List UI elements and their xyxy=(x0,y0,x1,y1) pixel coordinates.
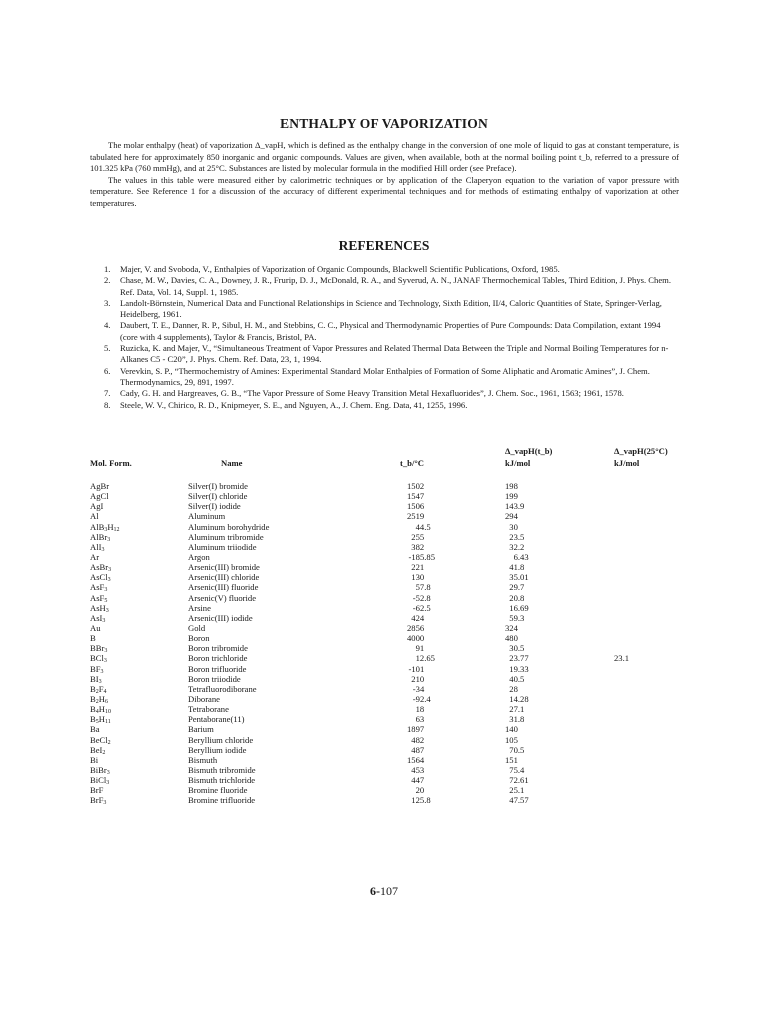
cell-formula: $B_2H_6$ xyxy=(90,693,108,705)
cell-name: Arsenic(III) chloride xyxy=(188,572,260,583)
cell-h-tb: 40.5 xyxy=(509,673,525,684)
reference-number: 3. xyxy=(104,297,111,308)
reference-number: 6. xyxy=(104,365,111,376)
reference-text: Verevkin, S. P., “Thermochemistry of Amines: Experimental Standard Molar Enthalpies of Formation of Some Aliphatic and Aromatic Amines”, J. Chem. Thermodynamics, 29, 891, 1997. xyxy=(120,365,650,387)
cell-tb: 1506 xyxy=(407,501,425,512)
data-table xyxy=(0,481,768,806)
cell-name: Barium xyxy=(188,724,214,735)
cell-h-tb: 28 xyxy=(509,683,518,694)
reference-text: Landolt-Börnstein, Numerical Data and Functional Relationships in Science and Technology, Sixth Edition, II/4, Caloric Quantities of State, Springer-Verlag, Heidelberg, 1961. xyxy=(120,297,662,320)
cell-h-tb: 6.43 xyxy=(513,551,529,562)
table-row xyxy=(0,704,768,714)
references-title: REFERENCES xyxy=(338,238,430,253)
table-row xyxy=(0,745,768,755)
cell-h-tb: 23.5 xyxy=(509,531,525,542)
cell-tb: 2856 xyxy=(407,622,425,633)
table-row xyxy=(0,603,768,613)
cell-h-tb: 35.01 xyxy=(509,572,529,583)
cell-formula: Au xyxy=(90,622,101,633)
reference-text: Steele, W. V., Chirico, R. D., Knipmeyer, S. E., and Nguyen, A., J. Chem. Eng. Data, 41, 1255, 1996. xyxy=(120,399,468,410)
cell-h-tb: 294 xyxy=(505,511,518,522)
table-row xyxy=(0,755,768,765)
cell-formula: AsH$_3$ xyxy=(90,602,109,614)
cell-name: Arsenic(III) iodide xyxy=(188,612,253,623)
table-row xyxy=(0,765,768,775)
cell-name: Boron tribromide xyxy=(188,643,248,654)
table-row xyxy=(0,664,768,674)
cell-h-tb: 20.8 xyxy=(509,592,525,603)
cell-formula: AlBr$_3$ xyxy=(90,531,111,543)
cell-formula: $AlB_3H_{12}$ xyxy=(90,521,120,533)
cell-h-tb: 198 xyxy=(505,481,518,491)
cell-h-tb: 32.2 xyxy=(509,541,525,552)
cell-name: Beryllium iodide xyxy=(188,744,247,755)
cell-h-tb: 41.8 xyxy=(509,562,525,573)
table-row xyxy=(0,653,768,663)
cell-name: Silver(I) iodide xyxy=(188,501,241,512)
cell-formula: BiCl$_3$ xyxy=(90,775,110,787)
reference-number: 4. xyxy=(104,320,111,331)
reference-text: Majer, V. and Svoboda, V., Enthalpies of Vaporization of Organic Compounds, Blackwell Scientific Publications, Oxford, 1985. xyxy=(120,264,560,274)
cell-name: Boron trichloride xyxy=(188,653,248,664)
cell-name: Bismuth trichloride xyxy=(188,775,256,786)
cell-tb: 255 xyxy=(411,531,425,542)
cell-name: Aluminum borohydride xyxy=(188,521,270,532)
cell-h-tb: 31.8 xyxy=(509,714,525,725)
cell-tb: -92.4 xyxy=(412,693,431,704)
table-row xyxy=(0,724,768,734)
cell-formula: AsF$_5$ xyxy=(90,592,108,604)
cell-formula: BrF$_3$ xyxy=(90,795,107,807)
cell-tb: 130 xyxy=(411,572,425,583)
table-row xyxy=(0,623,768,633)
table-row xyxy=(0,735,768,745)
cell-formula: $BF_3$ xyxy=(90,663,104,675)
reference-text: Ruzicka, K. and Majer, V., “Simultaneous Treatment of Vapor Pressures and Related Thermal Data Between the Triple and Normal Boiling Temperatures for n-Alkanes C5 - C20”, J. Phys. Chem. Ref. Data, 23, 1, 1994. xyxy=(120,343,669,365)
cell-name: Silver(I) chloride xyxy=(188,491,248,502)
cell-name: Tetrafluorodiborane xyxy=(188,683,257,694)
cell-formula: $B_2F_4$ xyxy=(90,683,107,695)
table-row xyxy=(0,714,768,724)
cell-formula: AgCl xyxy=(90,491,109,502)
reference-item xyxy=(104,343,679,366)
cell-h-tb: 70.5 xyxy=(509,744,525,755)
header-name: Name xyxy=(221,458,243,468)
cell-formula: AsF$_3$ xyxy=(90,582,108,594)
header-formula: Mol. Form. xyxy=(90,458,132,468)
reference-item xyxy=(104,320,679,343)
cell-formula: $B_5H_{11}$ xyxy=(90,714,111,726)
reference-item xyxy=(104,275,679,298)
cell-name: Aluminum triiodide xyxy=(188,541,257,552)
cell-tb: -62.5 xyxy=(412,602,431,613)
cell-name: Argon xyxy=(188,551,210,562)
table-row xyxy=(0,491,768,501)
table-row xyxy=(0,532,768,542)
intro-text xyxy=(90,140,679,209)
cell-name: Arsenic(III) bromide xyxy=(188,562,260,573)
cell-formula: BBr$_3$ xyxy=(90,643,108,655)
page-number xyxy=(0,884,768,899)
table-row xyxy=(0,694,768,704)
cell-tb: 1897 xyxy=(407,724,425,735)
cell-name: Gold xyxy=(188,622,206,633)
cell-h-tb: 47.57 xyxy=(509,795,529,806)
cell-formula: $B_4H_{10}$ xyxy=(90,704,111,716)
cell-h-tb: 140 xyxy=(505,724,518,735)
cell-h-tb: 75.4 xyxy=(509,764,525,775)
cell-name: Arsine xyxy=(188,602,211,613)
cell-tb: 44.5 xyxy=(415,521,431,532)
cell-name: Beryllium chloride xyxy=(188,734,254,745)
cell-tb: 1547 xyxy=(407,491,425,502)
cell-name: Boron xyxy=(188,633,210,644)
table-row xyxy=(0,684,768,694)
table-row xyxy=(0,572,768,582)
cell-name: Arsenic(V) fluoride xyxy=(188,592,257,603)
cell-h-tb: 29.7 xyxy=(509,582,525,593)
cell-tb: 91 xyxy=(415,643,425,654)
reference-text: Chase, M. W., Davies, C. A., Downey, J. R., Frurip, D. J., McDonald, R. A., and Syverud, A. N., JANAF Thermochemical Tables, Third Edition, J. Phys. Chem. Ref. Data, Vol. 14, Suppl. 1, 1985. xyxy=(120,275,671,297)
cell-name: Boron trifluoride xyxy=(188,663,247,674)
cell-formula: AsBr$_3$ xyxy=(90,562,112,574)
header-tb: t_b/°C xyxy=(400,458,424,468)
cell-h-tb: 480 xyxy=(505,633,518,644)
cell-h-tb: 27.1 xyxy=(509,704,525,715)
cell-h-tb: 23.77 xyxy=(509,653,529,664)
cell-name: Aluminum tribromide xyxy=(188,531,264,542)
cell-tb: 2519 xyxy=(407,511,425,522)
reference-item xyxy=(104,400,679,411)
cell-h-tb: 30.5 xyxy=(509,643,525,654)
table-row xyxy=(0,785,768,795)
header-h25-unit: kJ/mol xyxy=(614,458,640,468)
cell-tb: 424 xyxy=(411,612,425,623)
cell-name: Bismuth tribromide xyxy=(188,764,256,775)
cell-formula: BrF xyxy=(90,785,104,796)
cell-formula: AsCl$_3$ xyxy=(90,572,111,584)
table-row xyxy=(0,511,768,521)
cell-formula: Ba xyxy=(90,724,100,735)
document-title: ENTHALPY OF VAPORIZATION xyxy=(280,116,488,131)
cell-tb: 20 xyxy=(415,785,425,796)
cell-tb: 1502 xyxy=(407,481,425,491)
table-row xyxy=(0,552,768,562)
cell-tb: 1564 xyxy=(407,754,425,765)
table-row xyxy=(0,582,768,592)
cell-name: Arsenic(III) fluoride xyxy=(188,582,259,593)
table-row xyxy=(0,775,768,785)
cell-h-tb: 30 xyxy=(509,521,518,532)
cell-name: Pentaborane(11) xyxy=(188,714,245,725)
cell-formula: $BI_3$ xyxy=(90,673,102,685)
cell-tb: 125.8 xyxy=(411,795,431,806)
cell-tb: 447 xyxy=(411,775,425,786)
header-h-tb: Δ_vapH(t_b) xyxy=(505,446,553,456)
cell-name: Aluminum xyxy=(188,511,226,522)
table-row xyxy=(0,501,768,511)
cell-h-tb: 59.3 xyxy=(509,612,525,623)
cell-formula: AgI xyxy=(90,501,104,512)
cell-tb: 210 xyxy=(411,673,425,684)
cell-h-tb: 14.28 xyxy=(509,693,529,704)
cell-tb: 57.8 xyxy=(415,582,431,593)
header-h25: Δ_vapH(25°C) xyxy=(614,446,668,456)
cell-h-tb: 19.33 xyxy=(509,663,529,674)
cell-name: Bismuth xyxy=(188,754,218,765)
cell-name: Bromine fluoride xyxy=(188,785,248,796)
cell-h-tb: 151 xyxy=(505,754,518,765)
cell-h-tb: 143.9 xyxy=(505,501,525,512)
cell-tb: -34 xyxy=(412,683,425,694)
table-row xyxy=(0,643,768,653)
intro-paragraph: The values in this table were measured either by calorimetric techniques or by application of the Claperyon equation to the variation of vapor pressure with temperature. See Reference 1 for a discussion of the accuracy of different experimental techniques and for methods of estimating enthalpy of vaporization at other temperatures. xyxy=(90,174,679,208)
cell-formula: BeI$_2$ xyxy=(90,744,106,756)
cell-formula: BeCl$_2$ xyxy=(90,734,111,746)
cell-tb: 487 xyxy=(411,744,425,755)
cell-formula: BCl$_3$ xyxy=(90,653,107,665)
cell-h-tb: 199 xyxy=(505,491,518,502)
cell-formula: AgBr xyxy=(90,481,110,491)
table-row xyxy=(0,522,768,532)
table-row xyxy=(0,542,768,552)
reference-number: 2. xyxy=(104,275,111,286)
cell-name: Bromine trifluoride xyxy=(188,795,256,806)
cell-formula: Bi xyxy=(90,754,99,765)
reference-item xyxy=(104,264,679,275)
reference-text: Daubert, T. E., Danner, R. P., Sibul, H. M., and Stebbins, C. C., Physical and Thermodynamic Properties of Pure Compounds: Data Compilation, extant 1994 (core with 4 supplements), Taylor & Francis, Bristol, PA. xyxy=(120,320,661,342)
cell-formula: AsI$_3$ xyxy=(90,612,106,624)
table-row xyxy=(0,613,768,623)
cell-tb: 482 xyxy=(411,734,425,745)
cell-tb: -101 xyxy=(408,663,425,674)
cell-tb: 4000 xyxy=(407,633,425,644)
cell-tb: 18 xyxy=(415,704,425,715)
cell-name: Tetraborane xyxy=(188,704,229,715)
table-row xyxy=(0,674,768,684)
cell-formula: BiBr$_3$ xyxy=(90,764,110,776)
cell-tb: -185.85 xyxy=(408,551,435,562)
references-list xyxy=(104,264,679,411)
cell-tb: -52.8 xyxy=(412,592,431,603)
reference-item xyxy=(104,388,679,399)
cell-h-tb: 72.61 xyxy=(509,775,529,786)
page-number-value: 107 xyxy=(380,884,398,898)
cell-formula: B xyxy=(90,633,96,644)
cell-name: Silver(I) bromide xyxy=(188,481,248,491)
cell-formula: Al xyxy=(90,511,99,522)
cell-h-tb: 324 xyxy=(505,622,518,633)
cell-tb: 12.65 xyxy=(415,653,435,664)
cell-tb: 221 xyxy=(411,562,425,573)
page-number-prefix: 6- xyxy=(370,884,380,898)
cell-h-tb: 105 xyxy=(505,734,518,745)
table-row xyxy=(0,481,768,491)
reference-number: 8. xyxy=(104,399,111,410)
reference-item xyxy=(104,366,679,389)
cell-h-tb: 25.1 xyxy=(509,785,525,796)
cell-name: Boron triiodide xyxy=(188,673,241,684)
cell-name: Diborane xyxy=(188,693,220,704)
table-row xyxy=(0,593,768,603)
reference-number: 7. xyxy=(104,388,111,399)
reference-number: 1. xyxy=(104,264,111,274)
cell-formula: Ar xyxy=(90,551,100,562)
reference-number: 5. xyxy=(104,343,111,354)
header-h-tb-unit: kJ/mol xyxy=(505,458,531,468)
cell-h25: 23.1 xyxy=(614,653,630,664)
intro-paragraph: The molar enthalpy (heat) of vaporization Δ_vapH, which is defined as the enthalpy change in the conversion of one mole of liquid to gas at constant temperature, is tabulated here for approximately 850 inorganic and organic compounds. Values are given, when available, both at the normal boiling point t_b, referred to a pressure of 101.325 kPa (760 mmHg), and at 25°C. Substances are listed by molecular formula in the modified Hill order (see Preface). xyxy=(90,140,679,173)
table-row xyxy=(0,633,768,643)
cell-formula: AlI$_3$ xyxy=(90,541,105,553)
cell-h-tb: 16.69 xyxy=(509,602,529,613)
table-row xyxy=(0,562,768,572)
cell-tb: 382 xyxy=(411,541,425,552)
table-row xyxy=(0,795,768,805)
reference-text: Cady, G. H. and Hargreaves, G. B., “The Vapor Pressure of Some Heavy Transition Metal Hexafluorides”, J. Chem. Soc., 1961, 1563; 1961, 1578. xyxy=(120,388,624,399)
cell-tb: 453 xyxy=(411,764,425,775)
reference-item xyxy=(104,298,679,321)
cell-tb: 63 xyxy=(415,714,425,725)
